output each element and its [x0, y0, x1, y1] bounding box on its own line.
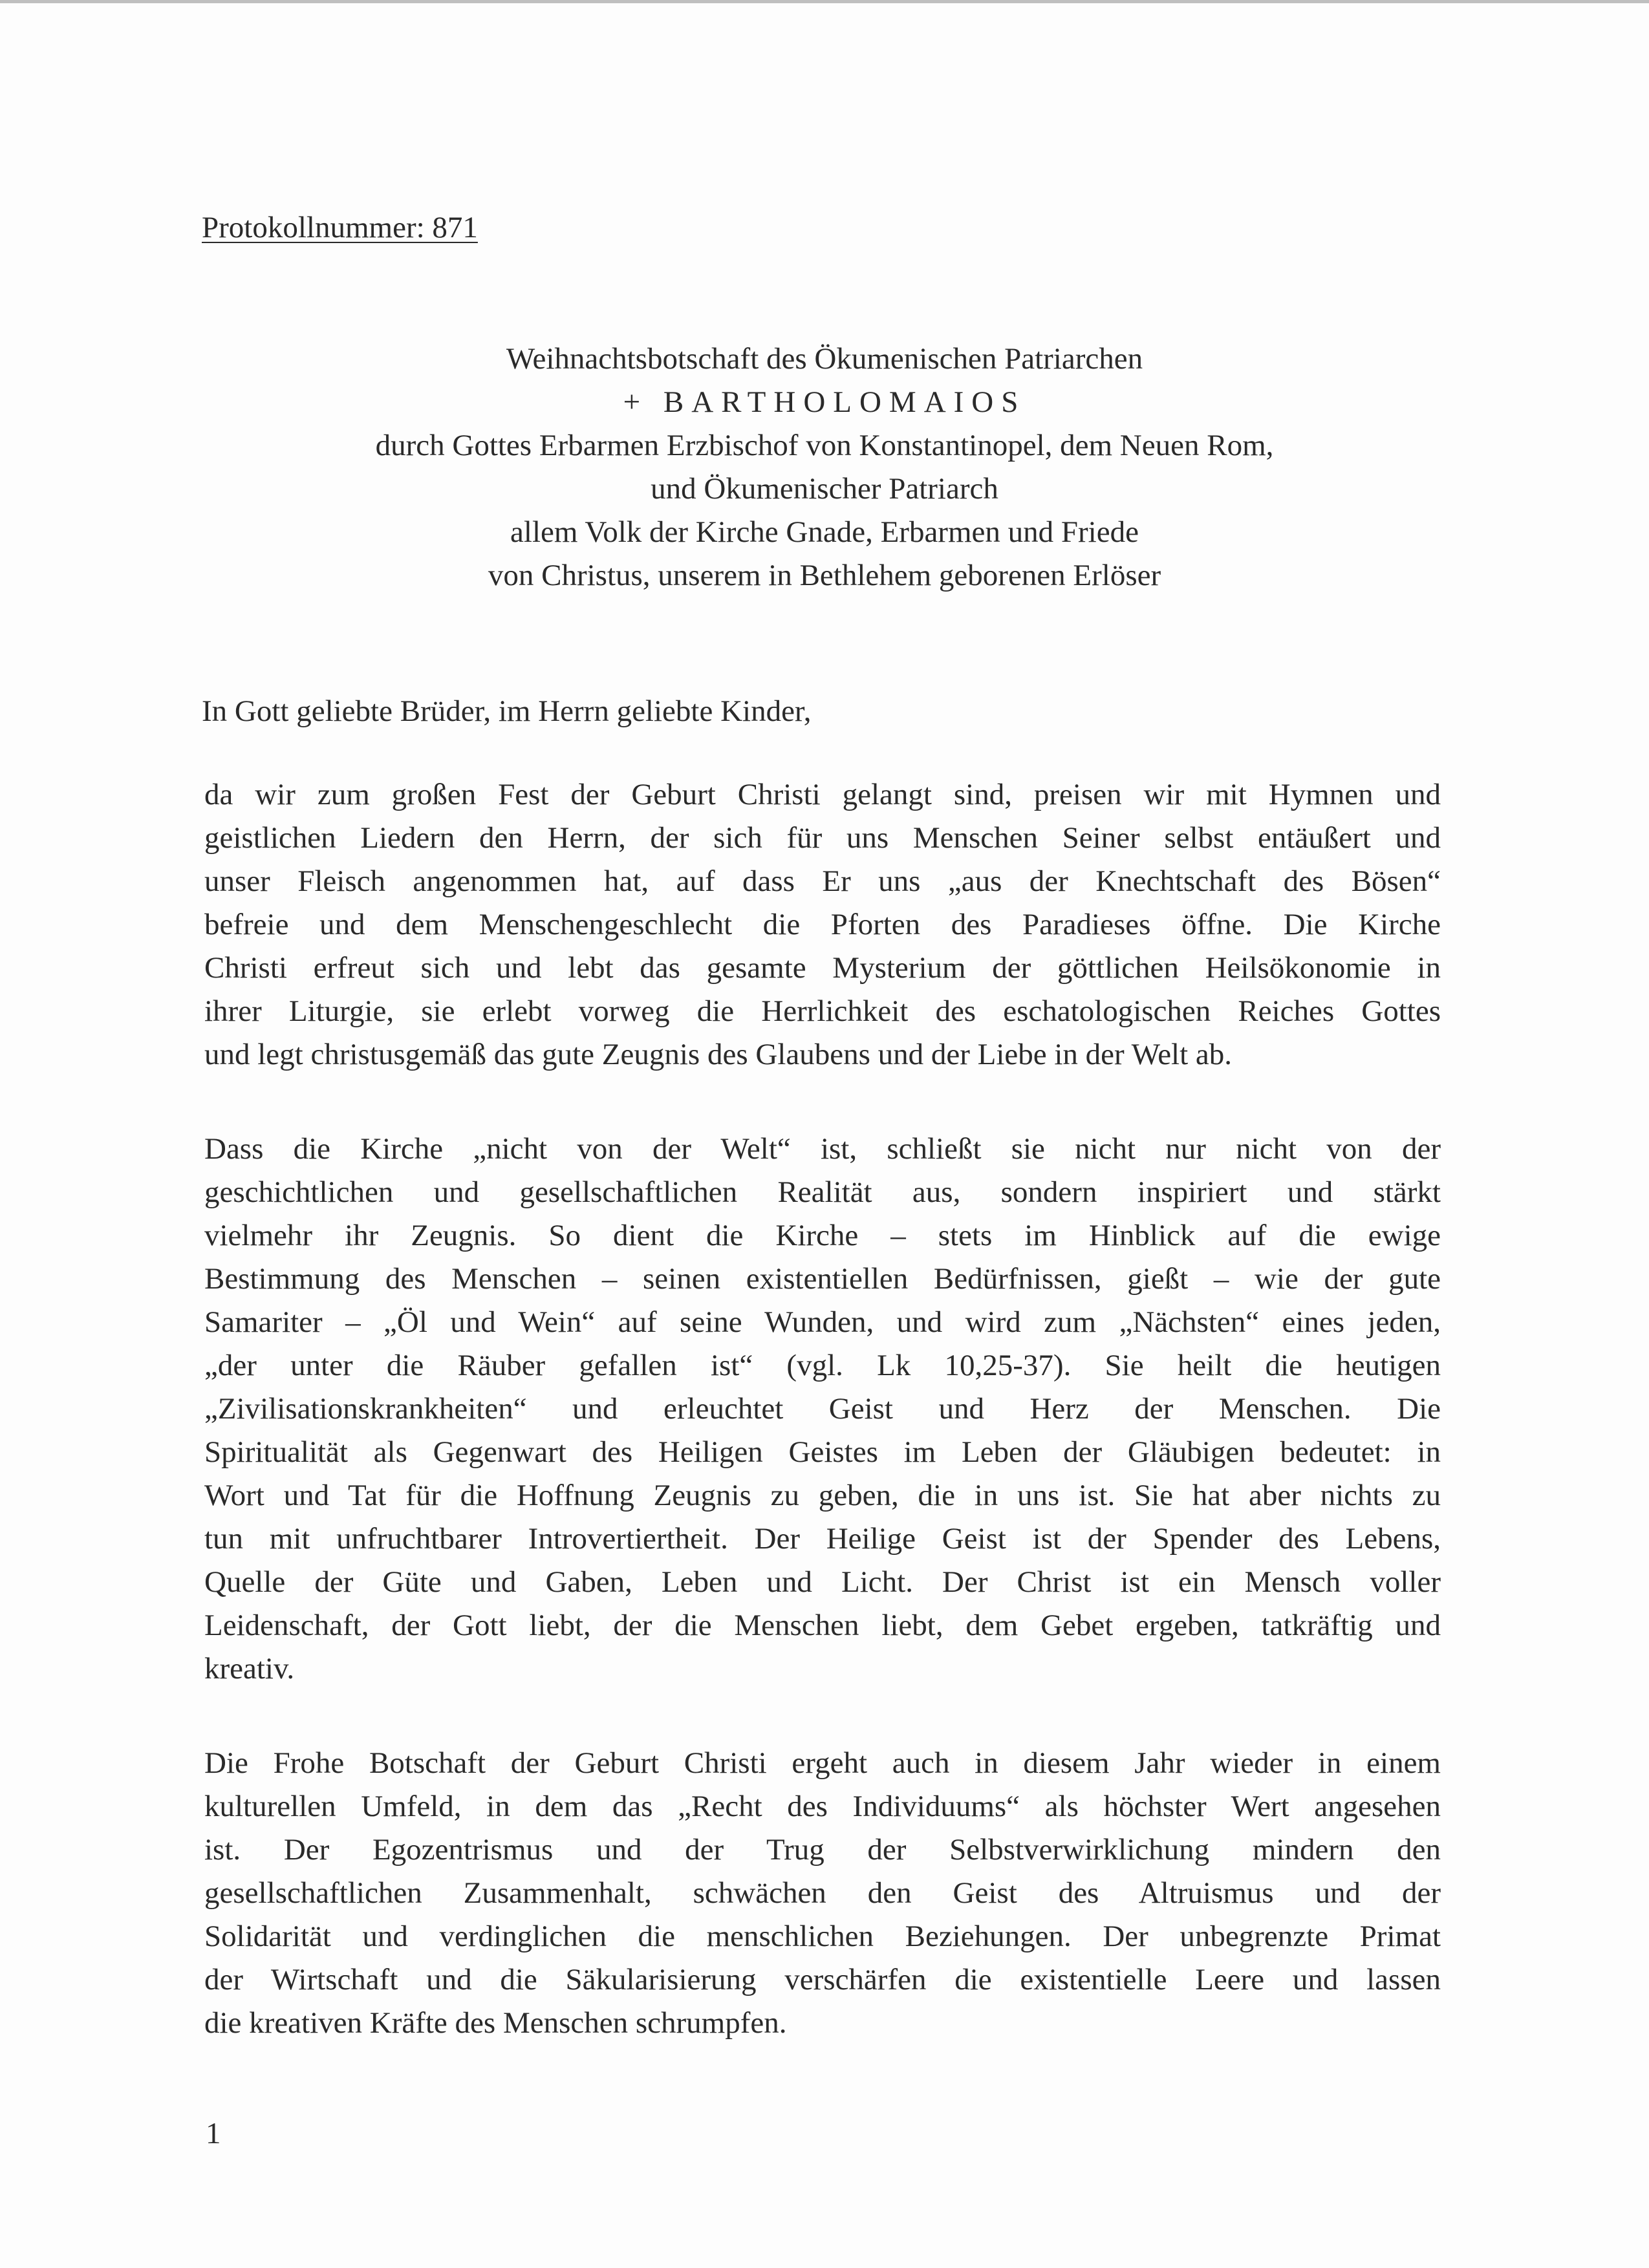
- text-line: kreativ.: [204, 1652, 295, 1685]
- heading-line-office: durch Gottes Erbarmen Erzbischof von Konstantinopel, dem Neuen Rom,: [375, 429, 1274, 462]
- text-line: der Wirtschaft und die Säkularisierung verschärfen die existentielle Leere und lassen: [204, 1963, 1441, 1996]
- text-line: gesellschaftlichen Zusammenhalt, schwächen den Geist des Altruismus und der: [204, 1876, 1441, 1910]
- text-line: Leidenschaft, der Gott liebt, der die Menschen liebt, dem Gebet ergeben, tatkräftig und: [204, 1609, 1441, 1642]
- text-line: tun mit unfruchtbarer Introvertiertheit. Der Heilige Geist ist der Spender des Lebens,: [204, 1522, 1441, 1556]
- text-line: Christi erfreut sich und lebt das gesamte Mysterium der göttlichen Heilsökonomie in: [204, 951, 1441, 985]
- salutation: In Gott geliebte Brüder, im Herrn geliebte Kinder,: [202, 694, 812, 728]
- text-line: Die Frohe Botschaft der Geburt Christi ergeht auch in diesem Jahr wieder in einem: [204, 1746, 1441, 1780]
- scan-edge: [0, 0, 1649, 3]
- text-line: befreie und dem Menschengeschlecht die Pforten des Paradieses öffne. Die Kirche: [204, 908, 1441, 941]
- text-line: Solidarität und verdinglichen die menschlichen Beziehungen. Der unbegrenzte Primat: [204, 1920, 1441, 1953]
- heading-line-greeting: allem Volk der Kirche Gnade, Erbarmen und Friede: [510, 515, 1139, 549]
- paragraph-2: [204, 1128, 1441, 1691]
- text-line: Dass die Kirche „nicht von der Welt“ ist, schließt sie nicht nur nicht von der: [204, 1132, 1441, 1166]
- heading-line-patriarch: und Ökumenischer Patriarch: [651, 472, 998, 506]
- text-line: ist. Der Egozentrismus und der Trug der Selbstverwirklichung mindern den: [204, 1833, 1441, 1867]
- heading-line-name: + BARTHOLOMAIOS: [623, 385, 1026, 419]
- text-line: Wort und Tat für die Hoffnung Zeugnis zu geben, die in uns ist. Sie hat aber nichts zu: [204, 1479, 1441, 1512]
- text-line: ihrer Liturgie, sie erlebt vorweg die Herrlichkeit des eschatologischen Reiches Gottes: [204, 994, 1441, 1028]
- letter-heading: [202, 337, 1447, 597]
- text-line: kulturellen Umfeld, in dem das „Recht des Individuums“ als höchster Wert angesehen: [204, 1790, 1441, 1823]
- text-line: da wir zum großen Fest der Geburt Christi gelangt sind, preisen wir mit Hymnen und: [204, 778, 1441, 811]
- text-line: geistlichen Liedern den Herrn, der sich für uns Menschen Seiner selbst entäußert und: [204, 821, 1441, 855]
- heading-line-origin: von Christus, unserem in Bethlehem geborenen Erlöser: [488, 559, 1161, 592]
- text-line: die kreativen Kräfte des Menschen schrumpfen.: [204, 2006, 787, 2040]
- text-line: unser Fleisch angenommen hat, auf dass Er uns „aus der Knechtschaft des Bösen“: [204, 864, 1441, 898]
- text-line: geschichtlichen und gesellschaftlichen Realität aus, sondern inspiriert und stärkt: [204, 1175, 1441, 1209]
- protocol-number: Protokollnummer: 871: [202, 211, 478, 244]
- text-line: „der unter die Räuber gefallen ist“ (vgl. Lk 10,25-37). Sie heilt die heutigen: [204, 1349, 1441, 1382]
- paragraph-3: [204, 1742, 1441, 2045]
- text-line: und legt christusgemäß das gute Zeugnis des Glaubens und der Liebe in der Welt ab.: [204, 1038, 1233, 1071]
- text-line: Samariter – „Öl und Wein“ auf seine Wunden, und wird zum „Nächsten“ eines jeden,: [204, 1305, 1441, 1339]
- paragraph-1: [204, 773, 1441, 1076]
- text-line: „Zivilisationskrankheiten“ und erleuchtet Geist und Herz der Menschen. Die: [204, 1392, 1441, 1426]
- text-line: Bestimmung des Menschen – seinen existentiellen Bedürfnissen, gießt – wie der gute: [204, 1262, 1441, 1296]
- page-number: 1: [206, 2117, 221, 2150]
- text-line: Spiritualität als Gegenwart des Heiligen Geistes im Leben der Gläubigen bedeutet: in: [204, 1435, 1441, 1469]
- text-line: vielmehr ihr Zeugnis. So dient die Kirche – stets im Hinblick auf die ewige: [204, 1219, 1441, 1252]
- text-line: Quelle der Güte und Gaben, Leben und Licht. Der Christ ist ein Mensch voller: [204, 1565, 1441, 1599]
- heading-line-title: Weihnachtsbotschaft des Ökumenischen Patriarchen: [506, 342, 1143, 376]
